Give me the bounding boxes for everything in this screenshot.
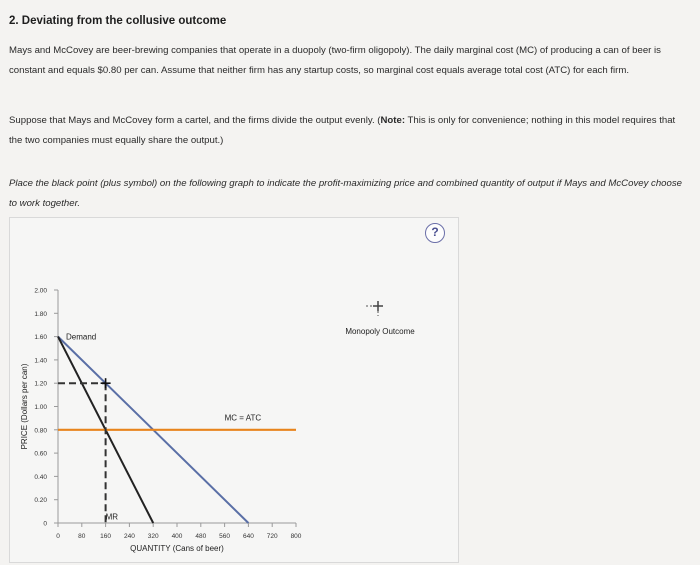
y-tick-label: 1.60 [34,334,47,342]
y-tick-label: 1.00 [34,404,47,411]
question-title: 2. Deviating from the collusive outcome [9,15,227,27]
x-tick-label: 480 [195,533,207,540]
x-tick-label: 0 [56,533,60,540]
question-intro-paragraph: Mays and McCovey are beer-brewing companies that operate in a duopoly (two-firm oligopoly). The daily marginal cost (MC) of producing a can of beer is constant and equals $0.80 per can. Assume that neither firm has any startup costs, so marginal cost equals average total cost (ATC) for each firm. [9,45,661,76]
y-tick-label: 0.40 [34,473,47,481]
monopoly-outcome-legend-label: Monopoly Outcome [345,327,415,336]
note-text: This is only for convenience; nothing in this model requires that the two companies must equally share the output.) [9,115,676,146]
x-tick-label: 640 [242,533,254,540]
y-tick-label: 1.80 [34,310,47,318]
y-tick-label: 0.80 [34,427,47,435]
note-label: Note: [380,115,406,126]
y-tick-label: 0 [43,520,47,528]
mc-atc-curve-label: MC = ATC [224,413,262,423]
y-tick-label: 0.20 [34,497,47,505]
y-tick-label: 1.20 [34,380,47,388]
y-tick-label: 1.40 [34,357,47,365]
x-tick-label: 320 [147,533,159,540]
x-tick-label: 720 [266,533,278,540]
x-tick-label: 240 [123,533,135,540]
x-axis-title: QUANTITY (Cans of beer) [130,544,224,553]
y-axis-title: PRICE (Dollars per can) [20,363,29,450]
mr-curve-label: MR [105,512,119,522]
help-button[interactable]: ? [425,223,445,243]
x-tick-label: 160 [100,533,112,540]
y-tick-label: 2.00 [34,287,47,295]
cartel-text: Suppose that Mays and McCovey form a cartel, and the firms divide the output evenly. ( [9,115,381,126]
demand-curve-label: Demand [66,332,97,342]
x-tick-label: 560 [219,533,231,540]
x-tick-label: 80 [78,533,86,540]
y-tick-label: 0.60 [34,450,47,458]
x-tick-label: 800 [290,533,302,540]
x-tick-label: 400 [171,533,183,540]
graph-instruction: Place the black point (plus symbol) on the following graph to indicate the profit-maximizing price and combined quantity of output if Mays and McCovey choose to work together. [9,178,682,209]
